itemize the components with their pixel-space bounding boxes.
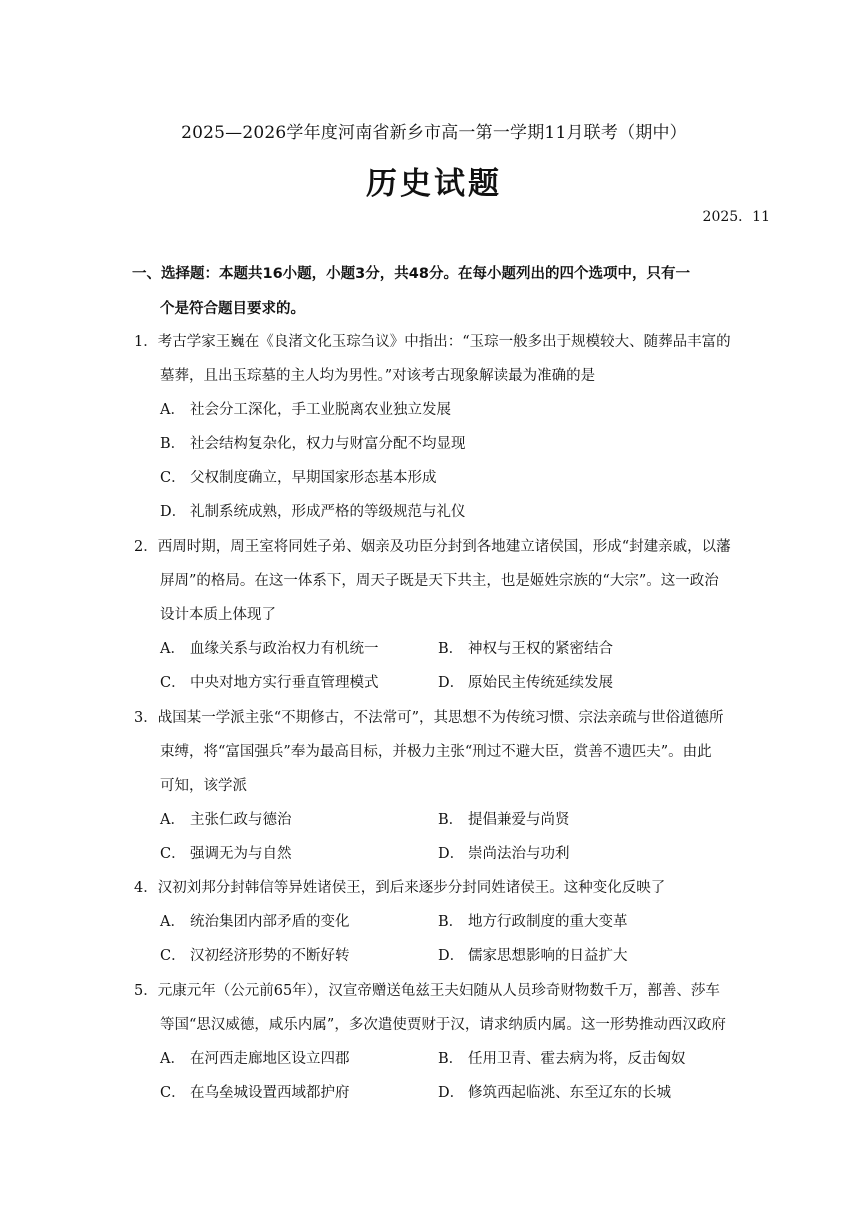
option-text: 强调无为与自然 (190, 846, 292, 862)
question-5-line-1: 5．元康元年（公元前65年），汉宣帝赠送龟兹王夫妇随从人员珍奇财物数千万，鄯善、莎车 (134, 983, 720, 999)
question-3-option-c[interactable] (160, 842, 292, 863)
option-text: 任用卫青、霍去病为将，反击匈奴 (468, 1051, 686, 1067)
page-title: 历史试题 (366, 166, 502, 202)
option-letter: C． (160, 675, 186, 691)
question-1-option-b[interactable] (160, 432, 466, 453)
question-4-line-1: 4．汉初刘邦分封韩信等异姓诸侯王，到后来逐步分封同姓诸侯王。这种变化反映了 (134, 880, 666, 896)
question-4-option-d[interactable] (438, 944, 628, 965)
question-3-line-3: 可知，该学派 (160, 778, 247, 794)
option-text: 统治集团内部矛盾的变化 (190, 914, 350, 930)
question-2-option-b[interactable] (438, 637, 613, 658)
option-letter: A． (160, 914, 185, 930)
option-text: 社会结构复杂化，权力与财富分配不均显现 (190, 436, 466, 452)
question-5-option-b[interactable] (438, 1047, 686, 1068)
option-text: 崇尚法治与功利 (468, 846, 570, 862)
option-letter: B． (160, 436, 186, 452)
question-1-option-a[interactable] (160, 398, 451, 419)
option-text: 地方行政制度的重大变革 (468, 914, 628, 930)
question-2-option-c[interactable] (160, 671, 379, 692)
question-2-option-a[interactable] (160, 637, 379, 658)
question-5-line-2: 等国“思汉威德，咸乐内属”，多次遣使贾财于汉，请求纳质内属。这一形势推动西汉政府 (160, 1017, 726, 1033)
option-letter: D． (438, 1085, 465, 1101)
option-text: 提倡兼爱与尚贤 (468, 812, 570, 828)
option-letter: A． (160, 402, 185, 418)
option-letter: A． (160, 641, 185, 657)
option-text: 主张仁政与德治 (190, 812, 292, 828)
option-text: 修筑西起临洮、东至辽东的长城 (468, 1085, 671, 1101)
exam-subtitle: 2025—2026学年度河南省新乡市高一第一学期11月联考（期中） (181, 123, 687, 143)
question-3-option-d[interactable] (438, 842, 570, 863)
question-1-line-2: 墓葬，且出玉琮墓的主人均为男性。”对该考古现象解读最为准确的是 (160, 368, 596, 384)
option-letter: A． (160, 1051, 185, 1067)
option-letter: B． (438, 914, 464, 930)
option-text: 礼制系统成熟，形成严格的等级规范与礼仪 (190, 504, 466, 520)
question-2-line-2: 屏周”的格局。在这一体系下，周天子既是天下共主，也是姬姓宗族的“大宗”。这一政治 (160, 573, 719, 589)
question-1-line-1: 1．考古学家王巍在《良渚文化玉琮刍议》中指出：“玉琮一般多出于规模较大、随葬品丰富的 (134, 334, 731, 350)
question-1-option-d[interactable] (160, 500, 466, 521)
option-letter: B． (438, 812, 464, 828)
option-text: 汉初经济形势的不断好转 (190, 948, 350, 964)
question-1-option-c[interactable] (160, 466, 437, 487)
exam-date: 2025．11 (702, 209, 770, 225)
option-text: 社会分工深化，手工业脱离农业独立发展 (190, 402, 451, 418)
option-letter: C． (160, 470, 186, 486)
question-4-option-b[interactable] (438, 910, 628, 931)
option-text: 儒家思想影响的日益扩大 (468, 948, 628, 964)
option-letter: C． (160, 1085, 186, 1101)
option-letter: C． (160, 948, 186, 964)
option-letter: D． (438, 948, 465, 964)
question-5-option-c[interactable] (160, 1081, 350, 1102)
option-letter: D． (438, 675, 465, 691)
option-text: 中央对地方实行垂直管理模式 (190, 675, 379, 691)
option-text: 神权与王权的紧密结合 (468, 641, 613, 657)
option-text: 血缘关系与政治权力有机统一 (190, 641, 379, 657)
option-letter: B． (438, 1051, 464, 1067)
question-3-option-b[interactable] (438, 808, 570, 829)
question-3-option-a[interactable] (160, 808, 292, 829)
question-2-line-1: 2．西周时期，周王室将同姓子弟、姻亲及功臣分封到各地建立诸侯国，形成“封建亲戚，以藩 (134, 539, 731, 555)
question-4-option-a[interactable] (160, 910, 350, 931)
question-5-option-a[interactable] (160, 1047, 350, 1068)
option-letter: D． (160, 504, 187, 520)
option-text: 在河西走廊地区设立四郡 (190, 1051, 350, 1067)
option-letter: A． (160, 812, 185, 828)
option-letter: B． (438, 641, 464, 657)
question-2-line-3: 设计本质上体现了 (160, 607, 276, 623)
option-text: 原始民主传统延续发展 (468, 675, 613, 691)
question-3-line-1: 3．战国某一学派主张“不期修古，不法常可”，其思想不为传统习惯、宗法亲疏与世俗道德所 (134, 710, 724, 726)
question-2-option-d[interactable] (438, 671, 613, 692)
question-4-option-c[interactable] (160, 944, 350, 965)
question-5-option-d[interactable] (438, 1081, 671, 1102)
option-letter: D． (438, 846, 465, 862)
option-text: 在乌垒城设置西域都护府 (190, 1085, 350, 1101)
question-3-line-2: 束缚，将“富国强兵”奉为最高目标，并极力主张“刑过不避大臣，赏善不遗匹夫”。由此 (160, 744, 712, 760)
option-text: 父权制度确立，早期国家形态基本形成 (190, 470, 437, 486)
option-letter: C． (160, 846, 186, 862)
section-heading-line1: 一、选择题：本题共16小题，小题3分，共48分。在每小题列出的四个选项中，只有一 (132, 266, 690, 282)
section-heading-line2: 个是符合题目要求的。 (160, 301, 305, 317)
